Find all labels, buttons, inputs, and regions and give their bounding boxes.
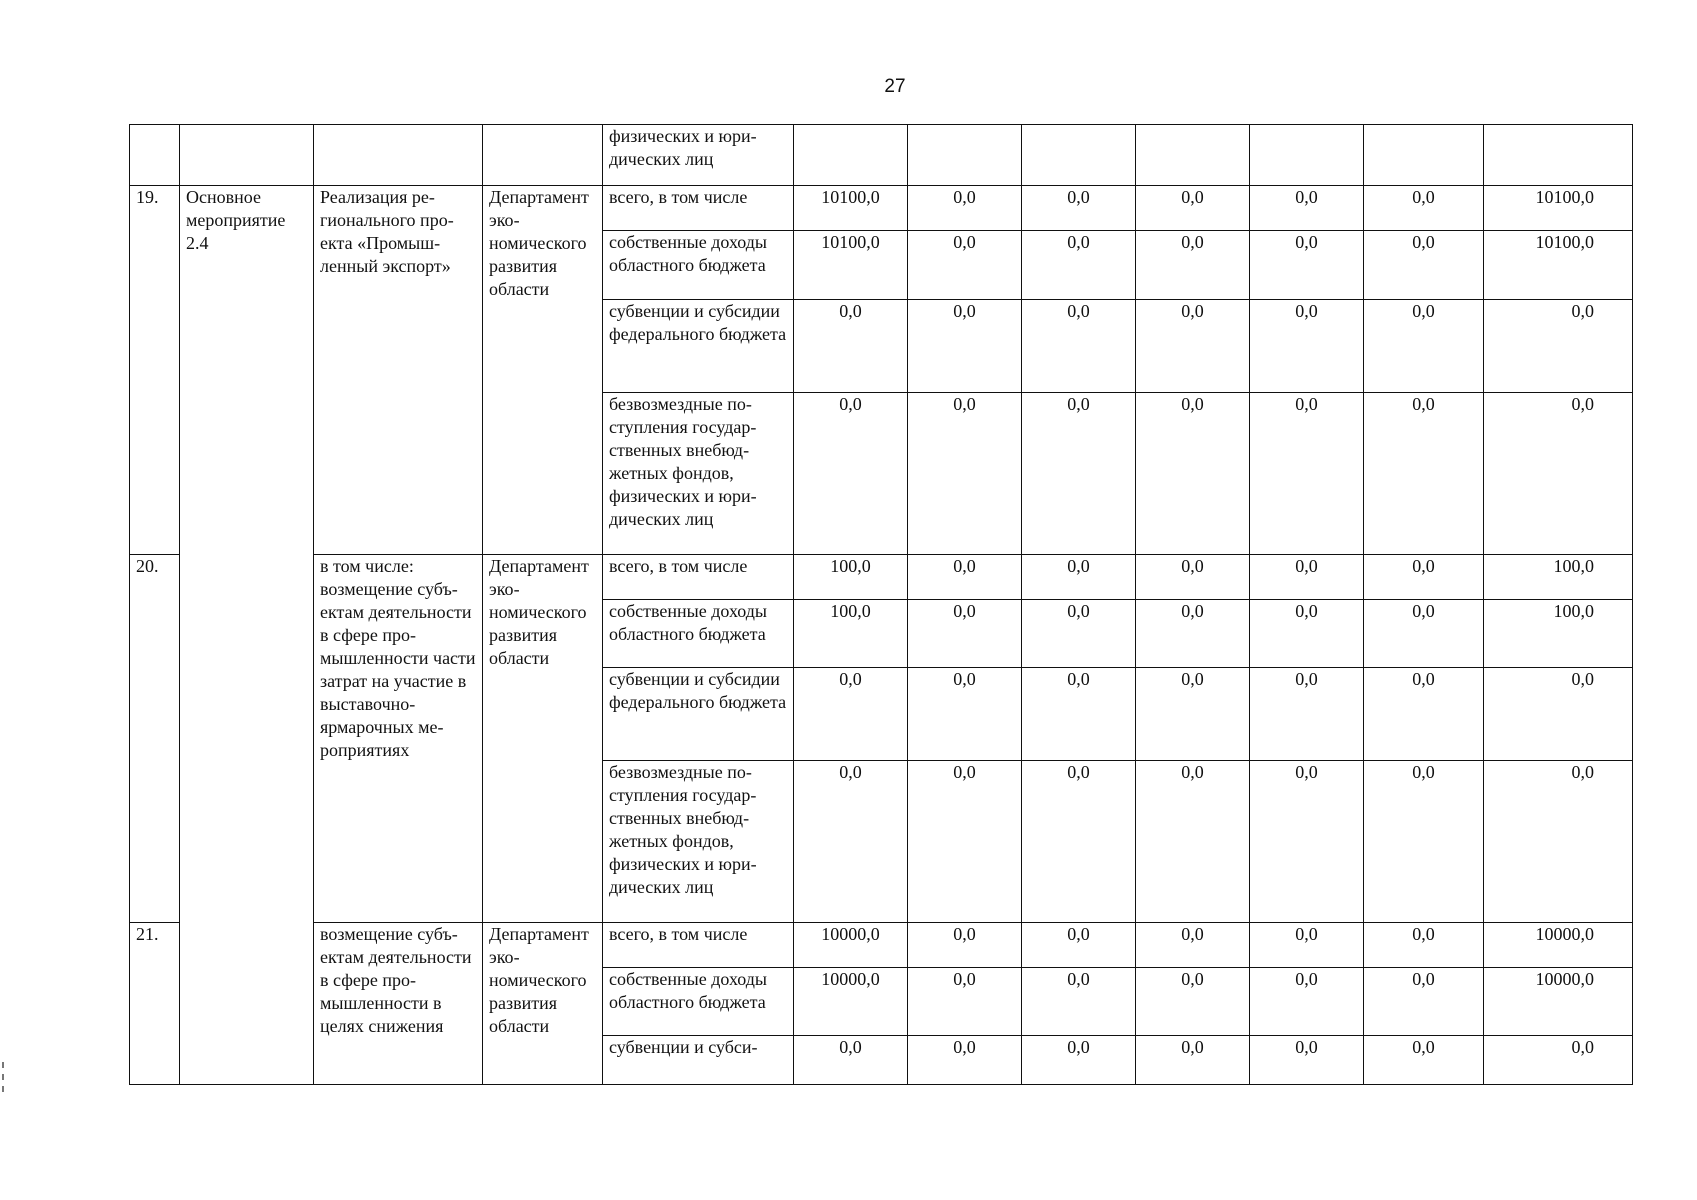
value-cell: 0,0 [908, 186, 1022, 231]
total-cell: 0,0 [1484, 300, 1633, 393]
activity-name: Реализация регионального проекта «Промышленный экспорт» [314, 186, 483, 555]
value-cell: 0,0 [1250, 393, 1364, 555]
value-cell: 0,0 [1364, 600, 1484, 668]
funding-source: всего, в том числе [603, 186, 794, 231]
funding-source: субвенции и субсидии федерального бюджета [603, 300, 794, 393]
value-cell: 0,0 [1364, 968, 1484, 1036]
department: Департамент экономического развития области [483, 555, 603, 923]
value-cell: 0,0 [794, 1036, 908, 1085]
value-cell: 0,0 [1364, 1036, 1484, 1085]
funding-source: субвенции и субси- [603, 1036, 794, 1085]
total-cell: 100,0 [1484, 555, 1633, 600]
value-cell: 0,0 [1364, 186, 1484, 231]
value-cell [1250, 125, 1364, 186]
value-cell [1022, 125, 1136, 186]
total-cell: 10100,0 [1484, 231, 1633, 300]
value-cell: 0,0 [908, 555, 1022, 600]
value-cell: 10100,0 [794, 186, 908, 231]
continuation-row [130, 125, 1633, 186]
value-cell: 0,0 [1364, 300, 1484, 393]
funding-source: субвенции и субсидии федерального бюджета [603, 668, 794, 761]
table-row [130, 555, 1633, 600]
value-cell: 0,0 [1136, 668, 1250, 761]
row-number: 21. [130, 923, 180, 1085]
source-cell: физических и юридических лиц [603, 125, 794, 186]
total-cell: 10100,0 [1484, 186, 1633, 231]
value-cell: 0,0 [1364, 555, 1484, 600]
dept-cell [483, 125, 603, 186]
value-cell: 0,0 [1364, 231, 1484, 300]
value-cell: 0,0 [908, 300, 1022, 393]
value-cell: 0,0 [1022, 968, 1136, 1036]
value-cell: 0,0 [1250, 231, 1364, 300]
value-cell: 0,0 [908, 923, 1022, 968]
funding-source: собственные доходы областного бюджета [603, 231, 794, 300]
scan-edge-mark [2, 1086, 4, 1092]
value-cell: 0,0 [1250, 668, 1364, 761]
value-cell: 0,0 [1022, 231, 1136, 300]
total-cell: 10000,0 [1484, 923, 1633, 968]
value-cell: 0,0 [1364, 668, 1484, 761]
value-cell: 0,0 [1136, 600, 1250, 668]
value-cell: 0,0 [1364, 761, 1484, 923]
type-cell [180, 125, 314, 186]
value-cell: 0,0 [1022, 923, 1136, 968]
value-cell: 0,0 [1022, 668, 1136, 761]
value-cell: 0,0 [1136, 968, 1250, 1036]
total-cell: 0,0 [1484, 668, 1633, 761]
value-cell [1364, 125, 1484, 186]
value-cell: 0,0 [908, 600, 1022, 668]
value-cell: 0,0 [1136, 393, 1250, 555]
value-cell: 0,0 [1250, 923, 1364, 968]
value-cell: 0,0 [1136, 555, 1250, 600]
value-cell: 0,0 [1136, 300, 1250, 393]
value-cell: 100,0 [794, 600, 908, 668]
value-cell: 0,0 [908, 231, 1022, 300]
value-cell: 0,0 [1136, 186, 1250, 231]
value-cell: 0,0 [908, 1036, 1022, 1085]
activity-name: в том числе: возмещение субъектам деятельности в сфере промышленности части затрат на участие в выставочно-ярмарочных мероприятиях [314, 555, 483, 923]
value-cell: 0,0 [794, 393, 908, 555]
value-cell: 0,0 [908, 761, 1022, 923]
funding-source: собственные доходы областного бюджета [603, 968, 794, 1036]
value-cell: 10000,0 [794, 968, 908, 1036]
value-cell: 0,0 [794, 668, 908, 761]
value-cell: 0,0 [1250, 186, 1364, 231]
total-cell: 10000,0 [1484, 968, 1633, 1036]
funding-source: безвозмездные поступления государственных внебюджетных фондов, физических и юридических лиц [603, 761, 794, 923]
scan-edge-mark [2, 1074, 4, 1080]
funding-source: собственные доходы областного бюджета [603, 600, 794, 668]
activity-type: Основное мероприятие 2.4 [180, 186, 314, 1085]
value-cell: 0,0 [1136, 231, 1250, 300]
table-row [130, 923, 1633, 968]
funding-source: безвозмездные поступления государственных внебюджетных фондов, физических и юридических лиц [603, 393, 794, 555]
value-cell: 10000,0 [794, 923, 908, 968]
value-cell [1136, 125, 1250, 186]
value-cell: 0,0 [1022, 761, 1136, 923]
value-cell: 10100,0 [794, 231, 908, 300]
total-cell: 0,0 [1484, 1036, 1633, 1085]
value-cell: 0,0 [1136, 1036, 1250, 1085]
value-cell: 0,0 [794, 300, 908, 393]
value-cell [1484, 125, 1633, 186]
funding-source: всего, в том числе [603, 555, 794, 600]
value-cell: 0,0 [1022, 186, 1136, 231]
table-row [130, 186, 1633, 231]
value-cell: 0,0 [1022, 300, 1136, 393]
value-cell: 0,0 [794, 761, 908, 923]
value-cell: 0,0 [1250, 555, 1364, 600]
value-cell: 0,0 [1250, 600, 1364, 668]
department: Департамент экономического развития области [483, 923, 603, 1085]
value-cell: 0,0 [1250, 300, 1364, 393]
value-cell: 0,0 [1022, 600, 1136, 668]
department: Департамент экономического развития области [483, 186, 603, 555]
value-cell: 0,0 [908, 393, 1022, 555]
value-cell: 0,0 [1022, 393, 1136, 555]
activity-name: возмещение субъектам деятельности в сфере промышленности в целях снижения [314, 923, 483, 1085]
budget-table [129, 124, 1633, 1085]
value-cell: 0,0 [1136, 761, 1250, 923]
value-cell: 0,0 [1022, 1036, 1136, 1085]
num-cell [130, 125, 180, 186]
value-cell [794, 125, 908, 186]
name-cell [314, 125, 483, 186]
value-cell: 0,0 [1250, 968, 1364, 1036]
row-number: 19. [130, 186, 180, 555]
value-cell: 0,0 [908, 968, 1022, 1036]
scan-edge-mark [2, 1062, 4, 1068]
value-cell: 0,0 [1022, 555, 1136, 600]
value-cell: 0,0 [1364, 393, 1484, 555]
row-number: 20. [130, 555, 180, 923]
total-cell: 0,0 [1484, 761, 1633, 923]
value-cell: 0,0 [1136, 923, 1250, 968]
value-cell: 100,0 [794, 555, 908, 600]
value-cell: 0,0 [1250, 1036, 1364, 1085]
total-cell: 0,0 [1484, 393, 1633, 555]
total-cell: 100,0 [1484, 600, 1633, 668]
value-cell [908, 125, 1022, 186]
page-number: 27 [884, 76, 906, 97]
value-cell: 0,0 [1364, 923, 1484, 968]
value-cell: 0,0 [908, 668, 1022, 761]
value-cell: 0,0 [1250, 761, 1364, 923]
funding-source: всего, в том числе [603, 923, 794, 968]
